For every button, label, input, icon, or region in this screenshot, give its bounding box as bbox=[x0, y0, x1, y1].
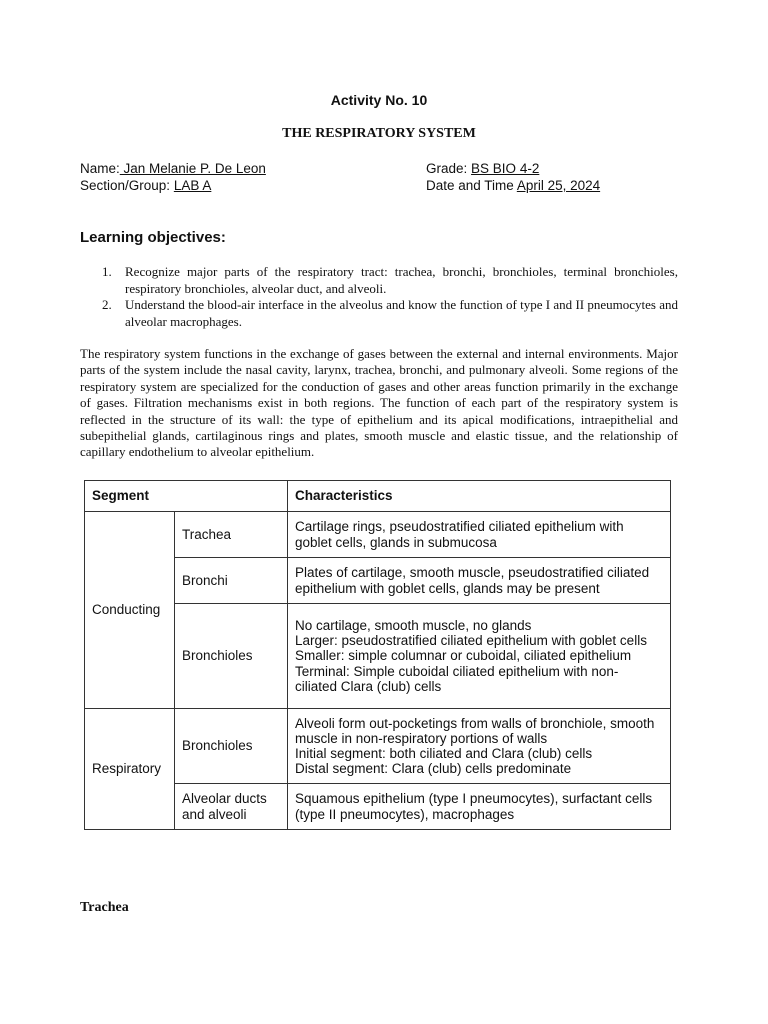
objectives-heading: Learning objectives: bbox=[80, 229, 226, 246]
section-field bbox=[80, 178, 211, 193]
segment-conducting: Conducting bbox=[85, 512, 175, 709]
objective-item bbox=[80, 264, 678, 297]
characteristics-line: Terminal: Simple cuboidal ciliated epithelium with non- bbox=[295, 663, 619, 679]
characteristics-line: Alveoli form out-pocketings from walls of bronchiole, smooth bbox=[295, 715, 655, 731]
characteristics-line: Squamous epithelium (type I pneumocytes), surfactant cells bbox=[295, 791, 653, 807]
characteristics-line: No cartilage, smooth muscle, no glands bbox=[295, 617, 532, 633]
characteristics-cell bbox=[288, 604, 671, 709]
characteristics-cell bbox=[288, 558, 671, 604]
characteristics-line: Smaller: simple columnar or cuboidal, ciliated epithelium bbox=[295, 648, 632, 664]
characteristics-line: (type II pneumocytes), macrophages bbox=[295, 806, 515, 822]
name-label: Name: bbox=[80, 161, 120, 176]
name-field bbox=[80, 161, 266, 176]
segment-respiratory: Respiratory bbox=[85, 709, 175, 830]
table-row bbox=[85, 709, 671, 784]
table-header-row bbox=[85, 481, 671, 512]
objectives-list bbox=[80, 264, 678, 330]
characteristics-line: goblet cells, glands in submucosa bbox=[295, 534, 497, 550]
date-field bbox=[426, 178, 600, 193]
section-label: Section/Group: bbox=[80, 178, 171, 193]
objective-text: Understand the blood-air interface in the alveolus and know the function of type I and II pneumocytes and alveolar macrophages. bbox=[125, 297, 678, 329]
objective-item bbox=[80, 297, 678, 330]
section-value: LAB A bbox=[173, 178, 212, 193]
objective-number: 1. bbox=[102, 264, 112, 279]
name-value: Jan Melanie P. De Leon bbox=[119, 161, 266, 176]
grade-value: BS BIO 4-2 bbox=[471, 161, 540, 176]
activity-number: Activity No. 10 bbox=[330, 92, 428, 108]
subsegment-cell: Alveolar ducts and alveoli bbox=[175, 784, 288, 830]
objective-number: 2. bbox=[102, 297, 112, 312]
grade-field bbox=[426, 161, 539, 176]
intro-paragraph: The respiratory system functions in the exchange of gases between the external and internal environments. Major parts of the system include the nasal cavity, larynx, trachea, bronchi, and pulmonary alveoli. Some regions of the respiratory system are specialized for the conduction of gases and other areas function primarily in the exchange of gases. Filtration mechanisms exist in both regions. The function of each part of the respiratory system is reflected in the structure of its wall: the type of epithelium and its apical modifications, intraepithelial and subepithelial glands, cartilaginous rings and plates, smooth muscle and elastic tissue, and the relationship of capillary endothelium to alveolar epithelium. bbox=[80, 346, 678, 460]
characteristics-line: ciliated Clara (club) cells bbox=[295, 678, 442, 694]
characteristics-line: Cartilage rings, pseudostratified ciliated epithelium with bbox=[295, 519, 624, 535]
header-segment: Segment bbox=[85, 481, 288, 512]
date-value: April 25, 2024 bbox=[516, 178, 601, 193]
table-row bbox=[85, 512, 671, 558]
characteristics-cell bbox=[288, 709, 671, 784]
characteristics-line: epithelium with goblet cells, glands may be present bbox=[295, 580, 600, 596]
objective-text: Recognize major parts of the respiratory tract: trachea, bronchi, bronchioles, terminal bronchioles, respiratory bronchioles, alveolar duct, and alveoli. bbox=[125, 264, 678, 296]
subsegment-cell: Bronchi bbox=[175, 558, 288, 604]
characteristics-cell bbox=[288, 784, 671, 830]
document-title: THE RESPIRATORY SYSTEM bbox=[282, 126, 476, 141]
header-characteristics: Characteristics bbox=[288, 481, 671, 512]
grade-label: Grade: bbox=[426, 161, 468, 176]
segments-table bbox=[84, 480, 671, 830]
characteristics-line: Initial segment: both ciliated and Clara (club) cells bbox=[295, 746, 593, 761]
characteristics-cell bbox=[288, 512, 671, 558]
section-heading-trachea: Trachea bbox=[80, 900, 129, 915]
subsegment-cell: Trachea bbox=[175, 512, 288, 558]
characteristics-line: Distal segment: Clara (club) cells predominate bbox=[295, 761, 572, 777]
characteristics-line: Larger: pseudostratified ciliated epithelium with goblet cells bbox=[295, 633, 647, 649]
subsegment-cell: Bronchioles bbox=[175, 709, 288, 784]
subsegment-cell: Bronchioles bbox=[175, 604, 288, 709]
characteristics-line: muscle in non-respiratory portions of walls bbox=[295, 730, 548, 746]
date-label: Date and Time bbox=[426, 178, 514, 193]
characteristics-line: Plates of cartilage, smooth muscle, pseudostratified ciliated bbox=[295, 565, 650, 581]
